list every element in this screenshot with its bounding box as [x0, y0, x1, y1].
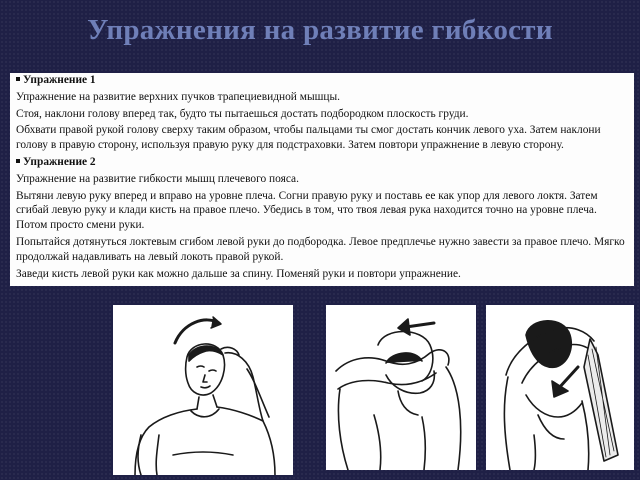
exercise2-line: Упражнение на развитие гибкости мышц плечевого пояса. — [16, 172, 299, 185]
exercise1-line: Обхвати правой рукой голову сверху таким образом, чтобы пальцами ты смог достать кончик левого уха. Затем наклони голову в правую сторону, используя правую руку для подстраховки. Затем повтори упражнение в левую сторону. — [16, 124, 601, 152]
neck-stretch-drawing — [113, 305, 293, 475]
neck-stretch-illustration — [113, 305, 293, 475]
towel-stretch-illustration — [486, 305, 634, 470]
towel-stretch-drawing — [486, 305, 634, 470]
bullet-icon — [16, 77, 20, 81]
exercise1-heading — [16, 73, 630, 88]
exercise2-line: Заведи кисть левой руки как можно дальше за спину. Поменяй руки и повтори упражнение. — [16, 267, 461, 280]
slide-text-block — [10, 73, 634, 286]
exercise2-heading-text: Упражнение 2 — [23, 155, 96, 168]
exercise1-heading-text: Упражнение 1 — [23, 74, 96, 86]
exercise2-line: Попытайся дотянуться локтевым сгибом левой руки до подбородка. Левое предплечье нужно завести за правое плечо. Мягко продолжай надавливать на левый локоть правой рукой. — [16, 235, 625, 263]
elbow-pull-illustration — [326, 305, 476, 470]
elbow-pull-drawing — [326, 305, 476, 470]
slide-title: Упражнения на развитие гибкости — [87, 14, 553, 46]
exercise2-line: Вытяни левую руку вперед и вправо на уровне плеча. Согни правую руку и поставь ее как упор для левого локтя. Затем сгибай левую руку и клади кисть на правое плечо. Убедись в том, что твоя левая рука находится точно на уровне плеча. Потом просто смени руки. — [16, 189, 598, 232]
bullet-icon — [16, 159, 20, 163]
exercise1-line: Упражнение на развитие верхних пучков трапециевидной мышцы. — [16, 90, 340, 103]
exercise2-heading — [16, 155, 630, 170]
exercise1-line: Стоя, наклони голову вперед так, будто ты пытаешься достать подбородком плоскость груди. — [16, 107, 469, 120]
